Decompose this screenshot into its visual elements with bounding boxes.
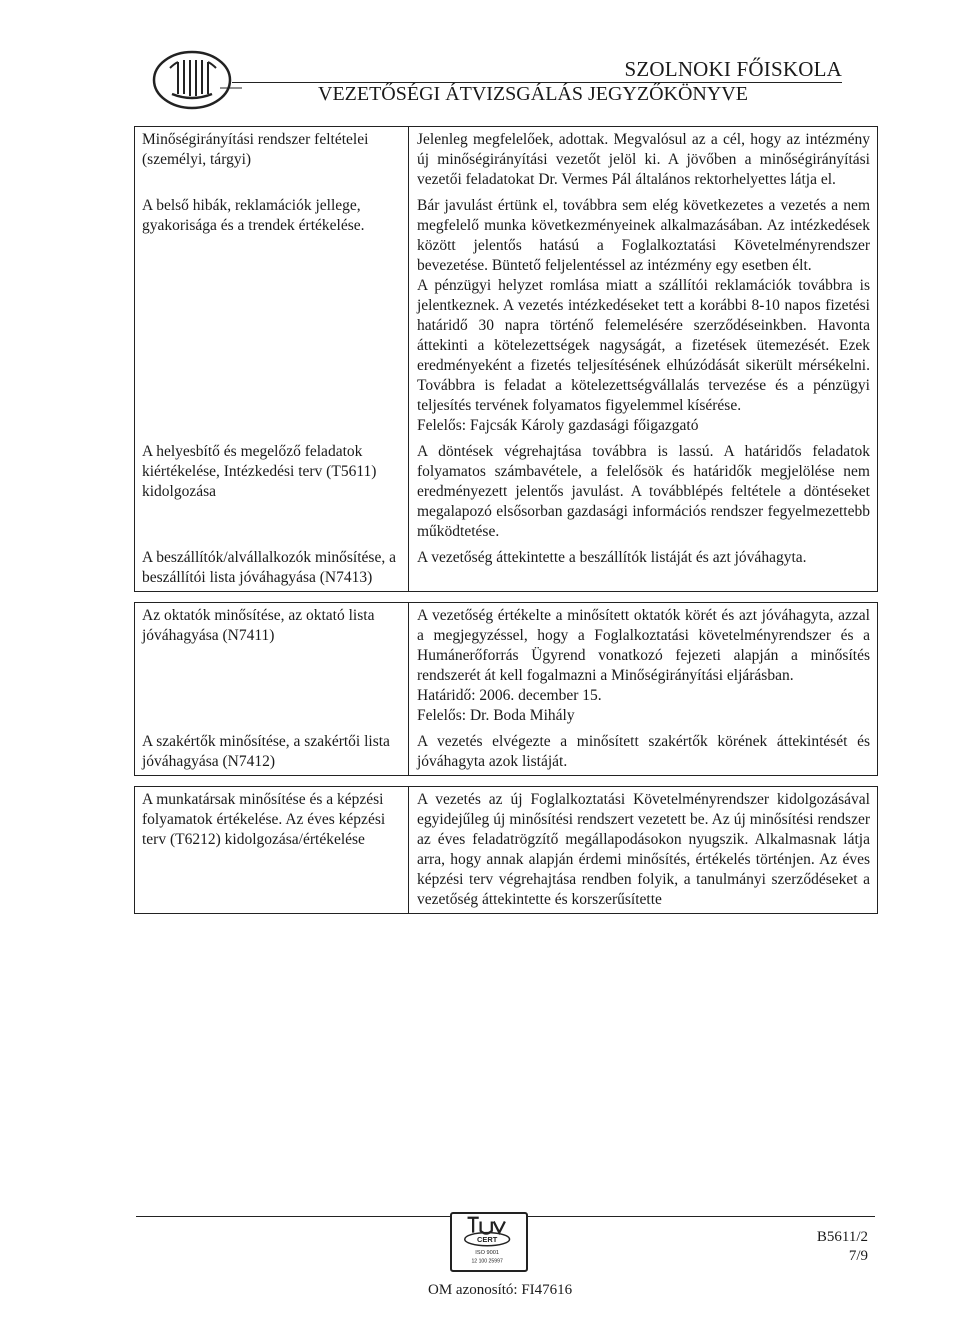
table-section [134,126,878,592]
finding-paragraph: Jelenleg megfelelőek, adottak. Megvalósul az a cél, hogy az intézmény új minőségirányítási vezetőt jelöl ki. A jövőben a minőségirányítási vezetői feladatokat Dr. Vermes Pál általános rektorhelyettes látja el. [417,131,870,188]
row-topic: A helyesbítő és megelőző feladatok kiértékelése, Intézkedési terv (T5611) kidolgozása [142,443,377,500]
finding-paragraph: A vezetőség áttekintette a beszállítók listáját és azt jóváhagyta. [417,549,807,566]
row-topic: Az oktatók minősítése, az oktató lista jóváhagyása (N7411) [142,607,375,644]
responsible-person: Felelős: Dr. Boda Mihály [417,707,575,724]
row-topic: Minőségirányítási rendszer feltételei (személyi, tárgyi) [142,131,369,168]
row-finding [408,545,877,591]
organization-name: SZOLNOKI FŐISKOLA [624,57,842,81]
table-row [135,545,877,591]
row-finding [408,193,877,439]
table-section [134,602,878,776]
finding-paragraph: A vezetés az új Foglalkoztatási Követelményrendszer kidolgozásával egyidejűleg új minősítési rendszert vezetett be. Az új minősítési rendszer az éves feladatrögzítő megállapodásokon nyugszik. Alkalmasnak látja arra, hogy annak alapján érdemi minősítés, értékelés történjen. Az éves képzési terv végrehajtása rendben folyik, a tanulmányi szerződéseket a vezetőség áttekintette és korszerűsítette [417,791,870,908]
review-table [134,126,878,924]
book-logo-icon [150,48,242,112]
tuv-cert-logo-icon [450,1212,528,1272]
table-row [135,787,877,913]
finding-paragraph: Bár javulást értünk el, továbbra sem elég következetes a vezetés a nem megfelelő munka következményeinek alkalmazásában. Az intézkedések között jelentős hatású a Foglalkoztatási Követelményrendszer bevezetése. Büntető feljelentéssel az intézmény egy esetben élt. [417,197,870,274]
row-topic: A munkatársak minősítése és a képzési folyamatok értékelése. Az éves képzési terv (T6212) kidolgozása/értékelése [142,791,386,848]
row-finding [408,603,877,729]
document-title: VEZETŐSÉGI ÁTVIZSGÁLÁS JEGYZŐKÖNYVE [318,83,748,105]
finding-paragraph: A vezetés elvégezte a minősített szakértők körének áttekintését és jóváhagyta azok listáját. [417,733,870,770]
row-finding [408,127,877,193]
table-row [135,729,877,775]
table-row [135,439,877,545]
finding-paragraph: A vezetőség értékelte a minősített oktatók körét és azt jóváhagyta, azzal a megjegyzéssel, hogy a Foglalkoztatási követelményrendszer és a Humánerőforrás Ügyrend vonatkozó fejezeti alapján a minősítés rendszerét át kell fogalmazni a Minőségirányítási eljárásban. [417,607,870,684]
row-finding [408,787,877,913]
row-finding [408,439,877,545]
deadline: Határidő: 2006. december 15. [417,687,602,704]
row-topic: A belső hibák, reklamációk jellege, gyakorisága és a trendek értékelése. [142,197,365,234]
row-topic: A szakértők minősítése, a szakértői lista jóváhagyása (N7412) [142,733,390,770]
cert-number: 12 100 25997 [471,1258,503,1265]
finding-paragraph: A pénzügyi helyzet romlása miatt a szállítói reklamációk továbbra is jelentkeznek. A vezetés intézkedéseket tett a korábbi 8-10 napos fizetési határidő 30 napra történő felemelésére szerződéseinkben. Havonta áttekinti a kötelezettségek nagyságát, a fizetések ütemezését. Ezek eredményeként a fizetés teljesítésének elhúzódását sikerült mérsékelni. Továbbra is feladat a kötelezettségvállalás tervezése és a pénzügyi teljesítés tervének folyamatos figyelemmel kísérése. [417,277,870,414]
svg-text:CERT: CERT [476,1235,498,1244]
row-finding [408,729,877,775]
table-row [135,127,877,193]
table-row [135,603,877,729]
document-code: B5611/2 [816,1229,868,1245]
cert-text: ISO 9001 [475,1250,499,1257]
om-identifier: OM azonosító: FI47616 [428,1282,573,1298]
table-row [135,193,877,439]
table-section [134,786,878,914]
row-topic: A beszállítók/alvállalkozók minősítése, a beszállítói lista jóváhagyása (N7413) [142,549,396,586]
finding-paragraph: A döntések végrehajtása továbbra is lassú. A határidős feladatok folyamatos számbavétele, a felelősök és határidők megjelölése nem eredményezett jelentős javulást. A továbblépés feltétele a döntéseket megalapozó elsősorban gazdasági információs rendszer fegyelmezettebb működtetése. [417,443,870,540]
page-number: 7/9 [848,1248,868,1264]
responsible-person: Felelős: Fajcsák Károly gazdasági főigazgató [417,417,699,434]
